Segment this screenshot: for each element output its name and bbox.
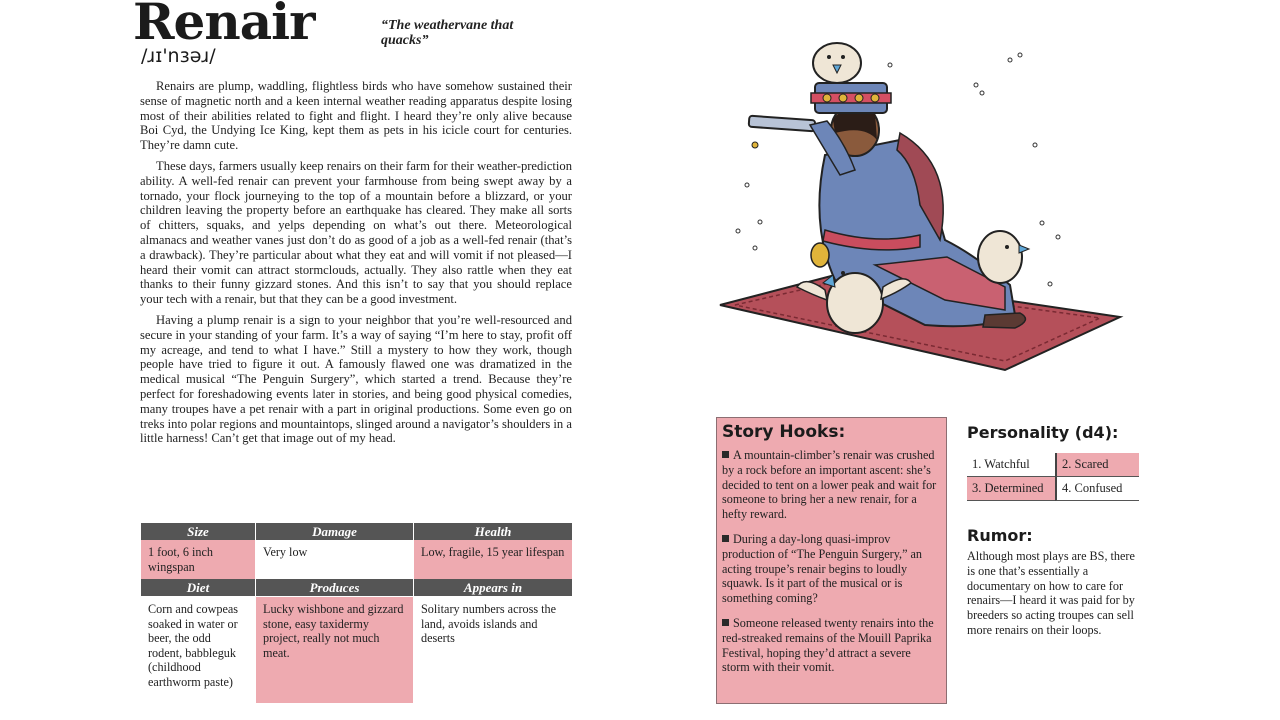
story-hook-text: Someone released twenty renairs into the red-streaked remains of the Mouill Paprika Festival, hoping they’d attract a severe storm with their vomit. [722,615,934,675]
square-bullet-icon [722,535,729,542]
stat-header-damage: Damage [256,523,413,540]
body-paragraph: Having a plump renair is a sign to your neighbor that you’re well-resourced and secure in your standing of your farm. It’s a way of saying “I’m here to stay, profit off my acreage, and tend to what I have.” Still a mystery to how they work, though people have tried to figure it out. A famously flawed one was dramatized in the medical musical “The Penguin Surgery”, which started a trend. Because they’re perfect for foreshadowing events later in stories, and being good physical comedies, many troupes have a pet renair with a part in original productions. Some even go on treks into polar regions and mountaintops, slinged around a navigator’s shoulders in a little harness! Can’t get that image out of my head. [140,312,572,446]
personality-option: 1. Watchful [967,453,1055,477]
stats-table [141,523,572,703]
body-paragraph: These days, farmers usually keep renairs on their farm for their weather-prediction ability. A well-fed renair can prevent your farmhouse from being swept away by a tornado, your flock journeying to the top of a mountain before a blizzard, or your children leaving the property before an earthquake has cleared. They make all sorts of chitters, squaks, and yelps depending on what’s out there. Meteorological almanacs and weather vanes just don’t do as good of a job as a well-fed renair (that’s a drawback). They’re particular about what they eat and will vomit if not pleased—I heard their vomit can attract stormclouds, actually. They also rattle when they eat thanks to their funny gizzard stones. And this isn’t to say that you should replace your tech with a renair, but that they can be a good investment. [140,158,572,307]
story-hooks-panel [716,417,947,704]
stat-value-diet: Corn and cowpeas soaked in water or beer, the odd rodent, babbleguk (childhood earthworm paste) [148,602,239,689]
stat-header-produces: Produces [256,579,413,596]
rumor-text: Although most plays are BS, there is one that’s essentially a documentary on how to care for renairs—I heard it was paid for by breeders so acting troupes can sell more renairs on their loops. [967,549,1135,637]
page-title: Renair [133,0,315,51]
story-hook-text: During a day-long quasi-improv production of “The Penguin Surgery,” an acting troupe’s renair begins to loudly squawk. Is it part of the musical or is something coming? [722,531,923,606]
stat-header-diet: Diet [141,579,255,596]
stat-value-size: 1 foot, 6 inch wingspan [141,540,255,579]
renair-front [827,273,883,333]
rumor-title: Rumor: [967,526,1033,545]
stat-header-size: Size [141,523,255,540]
personality-option: 4. Confused [1055,477,1139,501]
body-text [140,79,572,452]
personality-option: 2. Scared [1055,453,1139,477]
square-bullet-icon [722,619,729,626]
golden-mask [811,243,829,267]
pronunciation: /ɹɪ'nɜəɹ/ [141,45,216,67]
stat-value-damage: Very low [263,545,308,559]
story-hook-text: A mountain-climber’s renair was crushed by a rock before an important ascent: she’s decided to tent on a lower peak and wait for someone to bring her a new renair, for a hefty reward. [722,448,937,522]
stat-header-health: Health [414,523,572,540]
renair-on-hat [813,43,861,83]
stat-value-produces: Lucky wishbone and gizzard stone, easy taxidermy project, really not much meat. [256,597,413,703]
stat-value-health: Low, fragile, 15 year lifespan [414,540,572,579]
tagline: “The weathervane that quacks” [381,18,514,48]
body-paragraph: Renairs are plump, waddling, flightless birds who have somehow sustained their sense of magnetic north and a keen internal weather reading apparatus despite losing most of their abilities related to fight and flight. I heard they’re only alive because Boi Cyd, the Undying Ice King, kept them as pets in his icicle court for centuries. They’re damn cute. [140,79,572,153]
personality-option: 3. Determined [967,477,1055,501]
personality-title: Personality (d4): [967,423,1119,442]
renair-illustration [715,25,1135,390]
story-hooks-title: Story Hooks: [722,422,846,442]
stat-header-appears-in: Appears in [414,579,572,596]
story-hook-item [722,448,941,522]
story-hook-item [722,616,941,675]
story-hook-item [722,532,941,606]
renair-right [978,231,1022,283]
spyglass [749,116,816,132]
square-bullet-icon [722,451,729,458]
stat-value-appears-in: Solitary numbers across the land, avoids islands and deserts [421,602,557,646]
